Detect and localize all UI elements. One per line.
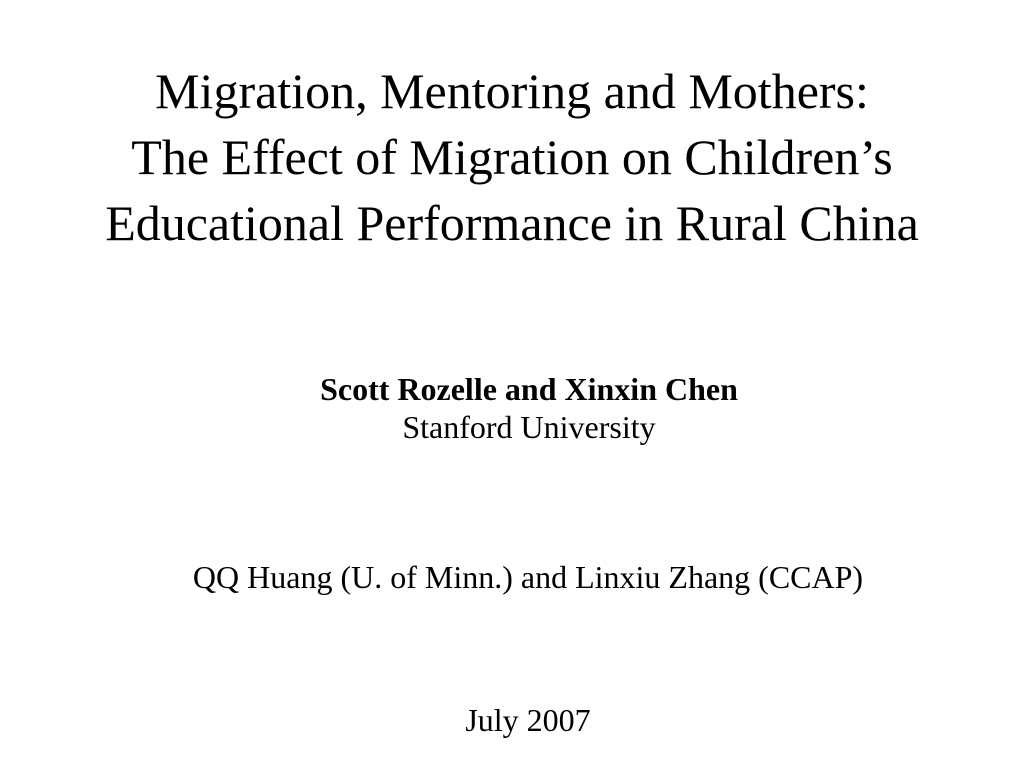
primary-authors: Scott Rozelle and Xinxin Chen [320, 371, 738, 407]
title-line-3: Educational Performance in Rural China [105, 195, 919, 251]
title-line-1: Migration, Mentoring and Mothers: [155, 63, 869, 119]
primary-affiliation: Stanford University [402, 409, 656, 445]
slide-title [0, 58, 1024, 256]
co-authors: QQ Huang (U. of Minn.) and Linxiu Zhang (CCAP) [192, 559, 864, 595]
presentation-date: July 2007 [465, 702, 591, 738]
primary-authors-block [0, 369, 1024, 445]
title-line-2: The Effect of Migration on Children’s [131, 129, 893, 185]
